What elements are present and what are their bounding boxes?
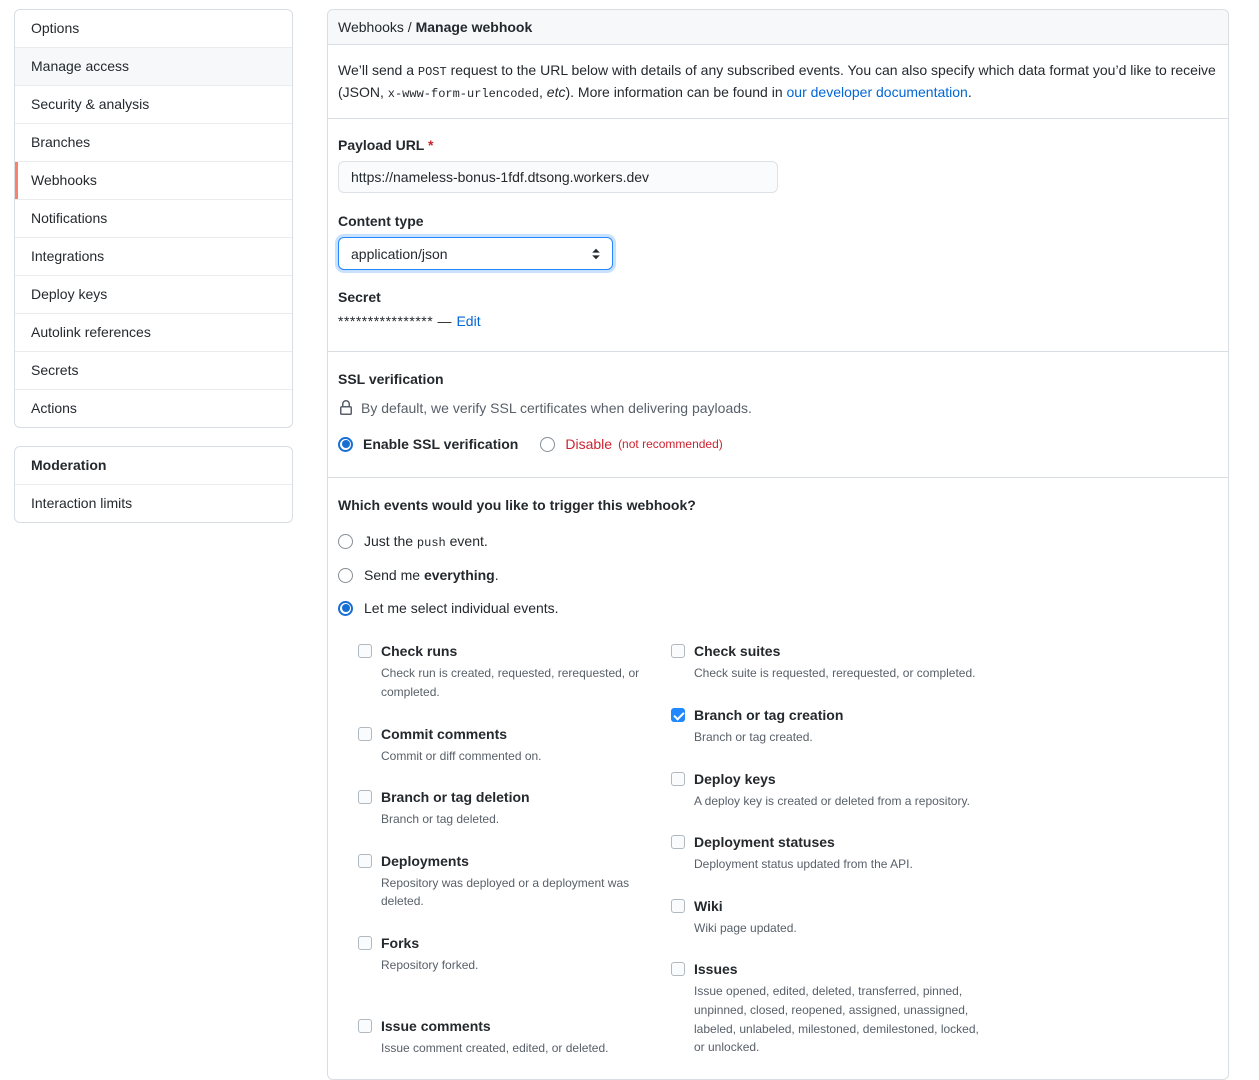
sidebar-item-deploy-keys[interactable]: Deploy keys — [15, 275, 292, 313]
branch-tag-creation-checkbox[interactable] — [671, 708, 685, 722]
check-runs-checkbox[interactable] — [358, 644, 372, 658]
disable-ssl-note: (not recommended) — [618, 437, 723, 452]
push-code: push — [416, 536, 446, 551]
event-desc: Check suite is requested, rerequested, or completed. — [694, 666, 976, 681]
ssl-note-text: By default, we verify SSL certificates when delivering payloads. — [361, 400, 752, 417]
content-type-label: Content type — [338, 213, 424, 230]
payload-url-label-text: Payload URL — [338, 137, 425, 154]
send-everything-label: Send me everything. — [364, 567, 499, 584]
content-type-select[interactable] — [338, 237, 613, 270]
event-item-issues[interactable] — [671, 959, 984, 1056]
just-push-label: Just the push event. — [364, 533, 488, 551]
intro-text: We’ll send a — [338, 62, 418, 78]
event-title: Wiki — [694, 897, 723, 914]
event-desc: Deployment status updated from the API. — [694, 857, 913, 872]
disable-ssl-radio-option[interactable] — [540, 436, 722, 452]
event-item-branch-tag-creation[interactable] — [671, 705, 984, 747]
settings-nav-box — [14, 9, 293, 428]
issues-checkbox[interactable] — [671, 962, 685, 976]
events-section — [328, 477, 1228, 1079]
etc-italic: etc — [546, 83, 566, 100]
sidebar-item-notifications[interactable]: Notifications — [15, 199, 292, 237]
settings-sidebar — [14, 9, 293, 541]
branch-tag-deletion-checkbox[interactable] — [358, 790, 372, 804]
secret-separator: — — [433, 313, 457, 330]
forks-checkbox[interactable] — [358, 936, 372, 950]
disable-ssl-label: Disable — [565, 436, 613, 453]
event-desc: Commit or diff commented on. — [381, 748, 542, 763]
event-title: Issue comments — [381, 1017, 491, 1034]
send-everything-radio[interactable] — [338, 568, 353, 583]
sidebar-item-manage-access[interactable]: Manage access — [15, 47, 292, 85]
event-checkbox-grid — [338, 641, 1218, 1079]
event-item-check-suites[interactable] — [671, 641, 984, 683]
intro-text: . — [967, 83, 972, 100]
sidebar-item-interaction-limits[interactable]: Interaction limits — [15, 484, 292, 522]
secret-value-row — [338, 313, 1218, 329]
secret-masked-value: **************** — [338, 313, 434, 330]
sidebar-item-branches[interactable]: Branches — [15, 123, 292, 161]
event-item-deploy-keys[interactable] — [671, 769, 984, 811]
webhook-form — [328, 119, 1228, 351]
page-title: Manage webhook — [415, 19, 533, 35]
sidebar-item-autolink-references[interactable]: Autolink references — [15, 313, 292, 351]
secret-edit-link[interactable]: Edit — [456, 313, 481, 330]
ssl-verification-section — [328, 351, 1228, 477]
intro-text: request to the URL below with details of any subscribed events. You can also specify which data format you’d like to receive (JSON, — [338, 62, 1216, 100]
main-content — [327, 9, 1229, 1080]
ssl-radio-group — [338, 436, 1218, 452]
secret-label: Secret — [338, 289, 381, 306]
webhook-intro-text — [328, 45, 1228, 119]
intro-text: , — [539, 83, 547, 100]
event-item-forks[interactable] — [358, 933, 671, 975]
event-title: Check suites — [694, 643, 781, 660]
developer-documentation-link[interactable]: our developer documentation — [786, 83, 968, 100]
sidebar-item-webhooks[interactable]: Webhooks — [15, 161, 292, 199]
event-title: Forks — [381, 934, 420, 951]
sidebar-item-security-analysis[interactable]: Security & analysis — [15, 85, 292, 123]
event-column-right — [671, 641, 984, 1079]
deployments-checkbox[interactable] — [358, 854, 372, 868]
post-code: POST — [417, 65, 447, 79]
breadcrumb-separator: / — [403, 19, 416, 35]
sidebar-item-secrets[interactable]: Secrets — [15, 351, 292, 389]
event-column-left — [358, 641, 671, 1079]
event-desc: Check run is created, requested, rerequested, or completed. — [381, 666, 640, 699]
event-desc: Branch or tag deleted. — [381, 812, 500, 827]
individual-events-label: Let me select individual events. — [364, 600, 559, 617]
event-item-commit-comments[interactable] — [358, 724, 671, 766]
event-title: Branch or tag deletion — [381, 789, 530, 806]
event-desc: Repository forked. — [381, 957, 479, 972]
moderation-nav-box — [14, 446, 293, 523]
event-item-deployment-statuses[interactable] — [671, 832, 984, 874]
event-desc: Issue comment created, edited, or deleted. — [381, 1040, 609, 1055]
events-heading: Which events would you like to trigger this webhook? — [338, 497, 696, 514]
event-title: Commit comments — [381, 725, 508, 742]
event-item-issue-comments[interactable] — [358, 1016, 671, 1058]
moderation-section-header: Moderation — [31, 457, 107, 473]
event-item-wiki[interactable] — [671, 896, 984, 938]
payload-url-label — [338, 137, 1218, 153]
event-desc: Repository was deployed or a deployment was deleted. — [381, 875, 630, 909]
deploy-keys-checkbox[interactable] — [671, 772, 685, 786]
content-type-selected-value: application/json — [351, 245, 448, 262]
payload-url-input[interactable] — [338, 161, 778, 193]
disable-ssl-radio[interactable] — [540, 437, 555, 452]
event-desc: Issue opened, edited, deleted, transferred, pinned, unpinned, closed, reopened, assigned, unassigned, labeled, unlabeled, milestoned, demilestoned, locked, or unlocked. — [694, 984, 979, 1055]
breadcrumb-webhooks-link[interactable]: Webhooks — [338, 19, 404, 35]
sidebar-item-integrations[interactable]: Integrations — [15, 237, 292, 275]
event-desc: Wiki page updated. — [694, 920, 797, 935]
event-desc: A deploy key is created or deleted from a repository. — [694, 793, 970, 808]
event-title: Deployment statuses — [694, 834, 835, 851]
event-item-deployments[interactable] — [358, 851, 671, 911]
ssl-note-row — [338, 400, 1218, 416]
check-suites-checkbox[interactable] — [671, 644, 685, 658]
deployment-statuses-checkbox[interactable] — [671, 835, 685, 849]
just-push-radio-option[interactable] — [338, 533, 1218, 550]
event-title: Issues — [694, 961, 738, 978]
event-title: Deploy keys — [694, 770, 776, 787]
event-item-branch-tag-deletion[interactable] — [358, 787, 671, 829]
event-title: Deployments — [381, 852, 469, 869]
event-title: Check runs — [381, 643, 458, 660]
urlencoded-code: x-www-form-urlencoded — [387, 86, 540, 101]
sidebar-item-options[interactable]: Options — [31, 20, 80, 36]
lock-icon — [338, 400, 354, 416]
sidebar-item-actions[interactable]: Actions — [15, 389, 292, 427]
just-push-radio[interactable] — [338, 534, 353, 549]
individual-events-radio[interactable] — [338, 601, 353, 616]
required-asterisk: * — [428, 137, 434, 154]
event-title: Branch or tag creation — [694, 706, 844, 723]
enable-ssl-label: Enable SSL verification — [363, 436, 519, 453]
breadcrumb — [328, 10, 1228, 45]
wiki-checkbox[interactable] — [671, 899, 685, 913]
commit-comments-checkbox[interactable] — [358, 727, 372, 741]
intro-text: ). More information can be found in — [565, 83, 787, 100]
event-item-check-runs[interactable] — [358, 641, 671, 701]
issue-comments-checkbox[interactable] — [358, 1019, 372, 1033]
unfold-icon — [589, 247, 603, 261]
individual-events-radio-option[interactable] — [338, 600, 1218, 616]
event-desc: Branch or tag created. — [694, 729, 813, 744]
send-everything-radio-option[interactable] — [338, 567, 1218, 583]
enable-ssl-radio[interactable] — [338, 437, 353, 452]
enable-ssl-radio-option[interactable] — [338, 436, 518, 452]
ssl-heading: SSL verification — [338, 371, 444, 388]
manage-webhook-card — [327, 9, 1229, 1080]
